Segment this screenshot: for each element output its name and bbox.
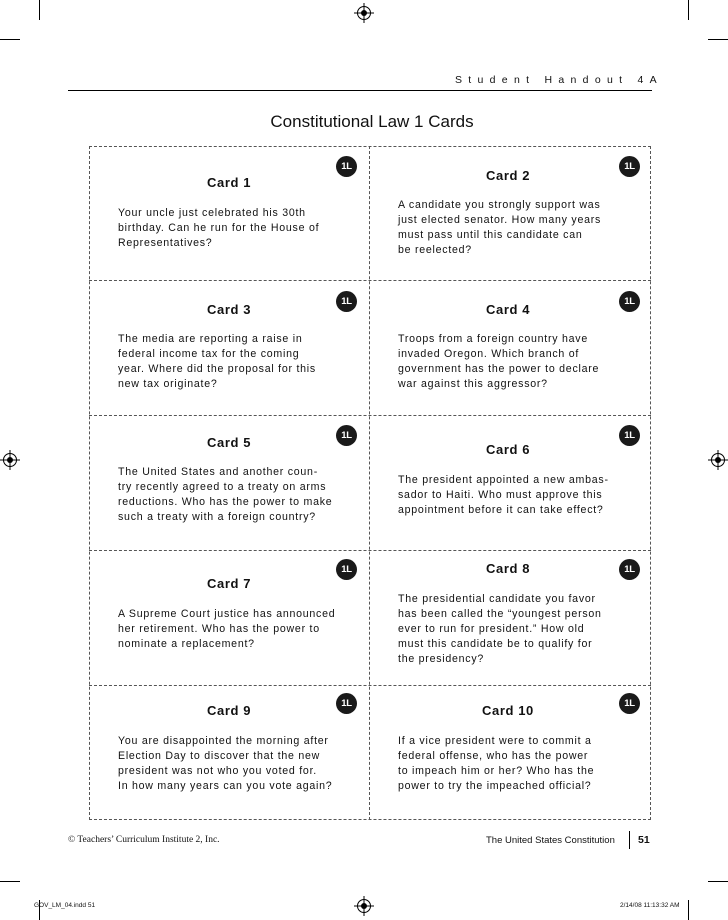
card-10 (369, 686, 649, 820)
card-question: The presidential candidate you favor has been called the “youngest person ever to run for president.” How old must this candidate be to qualify for the presidency? (398, 593, 602, 665)
level-badge: 1L (619, 693, 640, 714)
running-head: Student Handout 4A (455, 74, 663, 86)
level-badge: 1L (619, 425, 640, 446)
card-5 (89, 416, 369, 550)
page-number: 51 (638, 834, 650, 846)
crop-mark (708, 39, 728, 40)
registration-mark-icon (357, 899, 371, 913)
card-question: The media are reporting a raise in federal income tax for the coming year. Where did the proposal for this new tax originate? (118, 333, 316, 390)
card-question: A Supreme Court justice has announced her retirement. Who has the power to nominate a replacement? (118, 608, 336, 650)
card-title: Card 7 (207, 576, 252, 591)
level-badge: 1L (619, 156, 640, 177)
registration-mark-icon (357, 6, 371, 20)
card-title: Card 2 (486, 168, 531, 183)
level-badge: 1L (336, 291, 357, 312)
crop-mark (39, 0, 40, 20)
card-7 (89, 551, 369, 685)
registration-mark-icon (3, 453, 17, 467)
card-question: If a vice president were to commit a federal offense, who has the power to impeach him or her? Who has the power to try the impeached official? (398, 735, 595, 792)
card-4 (369, 281, 649, 415)
card-question: The United States and another coun- try recently agreed to a treaty on arms reductions. Who has the power to make such a treaty with a foreign country? (118, 466, 333, 523)
level-badge: 1L (619, 559, 640, 580)
slug-file-name: GOV_LM_04.indd 51 (34, 902, 96, 909)
card-title: Card 5 (207, 435, 252, 450)
card-title: Card 6 (486, 442, 531, 457)
card-6 (369, 416, 649, 550)
card-question: The president appointed a new ambas- sador to Haiti. Who must approve this appointment before it can take effect? (398, 474, 609, 516)
footer-divider (629, 831, 630, 849)
card-title: Card 9 (207, 703, 252, 718)
card-title: Card 10 (482, 703, 534, 718)
crop-mark (688, 900, 689, 920)
card-3 (89, 281, 369, 415)
registration-mark-icon (711, 453, 725, 467)
card-2 (369, 146, 649, 280)
card-question: You are disappointed the morning after Election Day to discover that the new president was not who you voted for. In how many years can you vote again? (118, 735, 333, 792)
level-badge: 1L (619, 291, 640, 312)
book-title: The United States Constitution (486, 835, 615, 846)
card-question: Troops from a foreign country have invaded Oregon. Which branch of government has the power to declare war against this aggressor? (398, 333, 600, 390)
crop-mark (708, 881, 728, 882)
page-title: Constitutional Law 1 Cards (270, 112, 474, 131)
card-9 (89, 686, 369, 820)
card-question: Your uncle just celebrated his 30th birthday. Can he run for the House of Representatives? (118, 207, 320, 249)
card-title: Card 4 (486, 302, 531, 317)
crop-mark (0, 39, 20, 40)
level-badge: 1L (336, 693, 357, 714)
card-title: Card 3 (207, 302, 252, 317)
level-badge: 1L (336, 425, 357, 446)
header-rule (68, 90, 652, 91)
level-badge: 1L (336, 156, 357, 177)
level-badge: 1L (336, 559, 357, 580)
card-1 (89, 146, 369, 280)
card-8 (369, 551, 649, 685)
crop-mark (0, 881, 20, 882)
card-title: Card 8 (486, 561, 531, 576)
card-question: A candidate you strongly support was just elected senator. How many years must pass until this candidate can be reelected? (398, 199, 602, 256)
copyright-notice: © Teachers’ Curriculum Institute 2, Inc. (68, 835, 220, 845)
crop-mark (688, 0, 689, 20)
slug-timestamp: 2/14/08 11:13:32 AM (620, 902, 680, 909)
card-title: Card 1 (207, 175, 252, 190)
